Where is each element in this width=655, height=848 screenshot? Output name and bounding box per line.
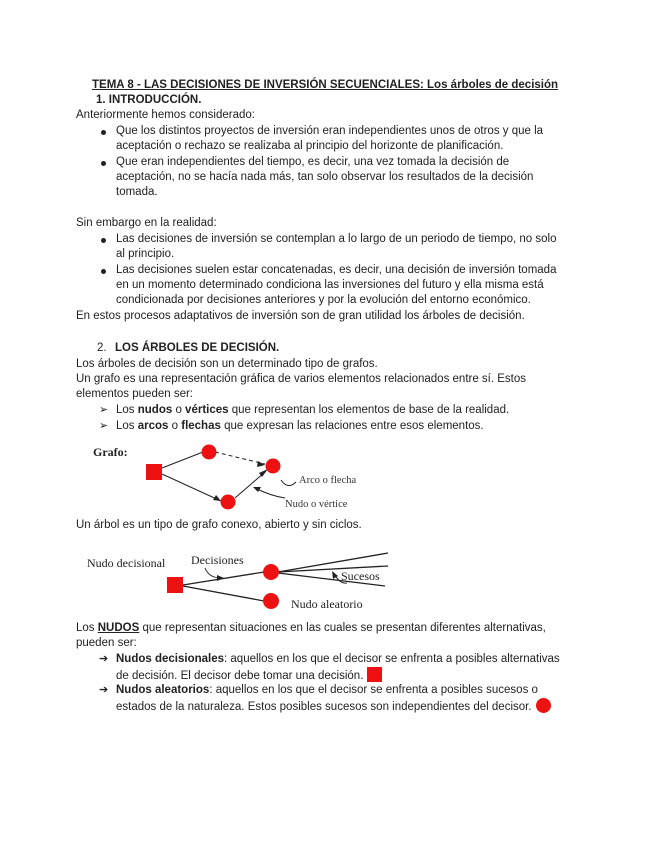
decisions-label: Decisiones — [191, 553, 244, 567]
arrow-item-nudos: Los nudos o vértices que representan los elementos de base de la realidad. — [116, 404, 510, 416]
arrowhead-icon — [253, 487, 261, 492]
section1-closing: En estos procesos adaptativos de inversión son de gran utilidad los árboles de decisión. — [76, 310, 525, 322]
section1-intro: Anteriormente hemos considerado: — [76, 109, 255, 121]
arc-label: Arco o flecha — [299, 475, 357, 486]
document-title: TEMA 8 - LAS DECISIONES DE INVERSIÓN SECUENCIALES: Los árboles de decisión — [92, 79, 559, 91]
graph-node-circle — [221, 495, 236, 510]
graph-edge — [215, 452, 265, 464]
random-circle-icon — [536, 698, 551, 713]
graph-node-circle — [202, 445, 217, 460]
arrow-bullet-icon: ➔ — [99, 684, 109, 696]
bullet2-line3: tomada. — [116, 186, 158, 198]
bullet-dot — [101, 269, 106, 274]
events-label: Sucesos — [341, 569, 380, 583]
bullet-dot — [101, 238, 106, 243]
bullet4-line3: condicionada por decisiones anteriores y por la evolución del entorno económico. — [116, 294, 531, 306]
decision-node-square — [146, 464, 162, 480]
bullet-dot — [101, 161, 106, 166]
reality-intro: Sin embargo en la realidad: — [76, 217, 217, 229]
section2-p2-line1: Un grafo es una representación gráfica de varios elementos relacionados entre sí. Estos — [76, 373, 527, 385]
graph-edge — [162, 474, 221, 501]
item-decisional-line1: Nudos decisionales: aquellos en los que el decisor se enfrenta a posibles alternativas — [116, 653, 560, 665]
callout-line — [281, 480, 296, 486]
section2-p1: Los árboles de decisión son un determinado tipo de grafos. — [76, 358, 378, 370]
graph-diagram — [85, 438, 385, 518]
arrow-item-arcos: Los arcos o flechas que expresan las relaciones entre esos elementos. — [116, 420, 484, 432]
nudos-line2: pueden ser: — [76, 637, 137, 649]
arrowhead-bullet-icon: ➢ — [99, 420, 109, 432]
bullet4-line2: en un momento determinado condiciona las inversiones del futuro y ella misma está — [116, 279, 544, 291]
graph-edge — [162, 452, 203, 468]
decision-node-label: Nudo decisional — [87, 556, 166, 570]
bullet2-line1: Que eran independientes del tiempo, es decir, una vez tomada la decisión de — [116, 156, 510, 168]
item-aleatorio-line1: Nudos aleatorios: aquellos en los que el decisor se enfrenta a posibles sucesos o — [116, 684, 538, 696]
arrowhead-bullet-icon: ➢ — [99, 404, 109, 416]
graph-node-circle — [266, 459, 281, 474]
bullet3-line2: al principio. — [116, 248, 175, 260]
graph-label: Grafo: — [93, 445, 128, 459]
section1-heading: 1. INTRODUCCIÓN. — [96, 94, 202, 106]
item-decisional-line2: de decisión. El decisor debe tomar una decisión. — [116, 667, 382, 684]
nudos-line1: Los NUDOS que representan situaciones en las cuales se presentan diferentes alternativas, — [76, 622, 546, 634]
graph-edge — [235, 472, 265, 498]
arrow-bullet-icon: ➔ — [99, 653, 109, 665]
decision-square-icon — [367, 667, 382, 682]
bullet3-line1: Las decisiones de inversión se contemplan a lo largo de un periodo de tiempo, no solo — [116, 233, 557, 245]
random-node-circle — [263, 564, 279, 580]
tree-branch — [183, 572, 264, 585]
tree-definition: Un árbol es un tipo de grafo conexo, abierto y sin ciclos. — [76, 519, 362, 531]
random-node-label: Nudo aleatorio — [291, 597, 363, 611]
bullet2-line2: aceptación, no se hacía nada más, tan solo observar los resultados de la decisión — [116, 171, 534, 183]
random-node-circle — [263, 593, 279, 609]
bullet1-line1: Que los distintos proyectos de inversión eran independientes unos de otros y que la — [116, 125, 544, 137]
section2-p2-line2: elementos pueden ser: — [76, 388, 193, 400]
item-aleatorio-line2: estados de la naturaleza. Estos posibles sucesos son independientes del decisor. — [116, 698, 551, 715]
bullet4-line1: Las decisiones suelen estar concatenadas, es decir, una decisión de inversión tomada — [116, 264, 557, 276]
bullet1-line2: aceptación o rechazo se realizaba al principio del horizonte de planificación. — [116, 140, 504, 152]
tree-branch — [183, 586, 264, 601]
node-label: Nudo o vértice — [285, 499, 348, 510]
bullet-dot — [101, 130, 106, 135]
tree-diagram — [85, 548, 395, 614]
section2-number: 2. — [97, 342, 107, 354]
decision-node-square — [167, 577, 183, 593]
section2-heading: LOS ÁRBOLES DE DECISIÓN. — [115, 342, 280, 354]
